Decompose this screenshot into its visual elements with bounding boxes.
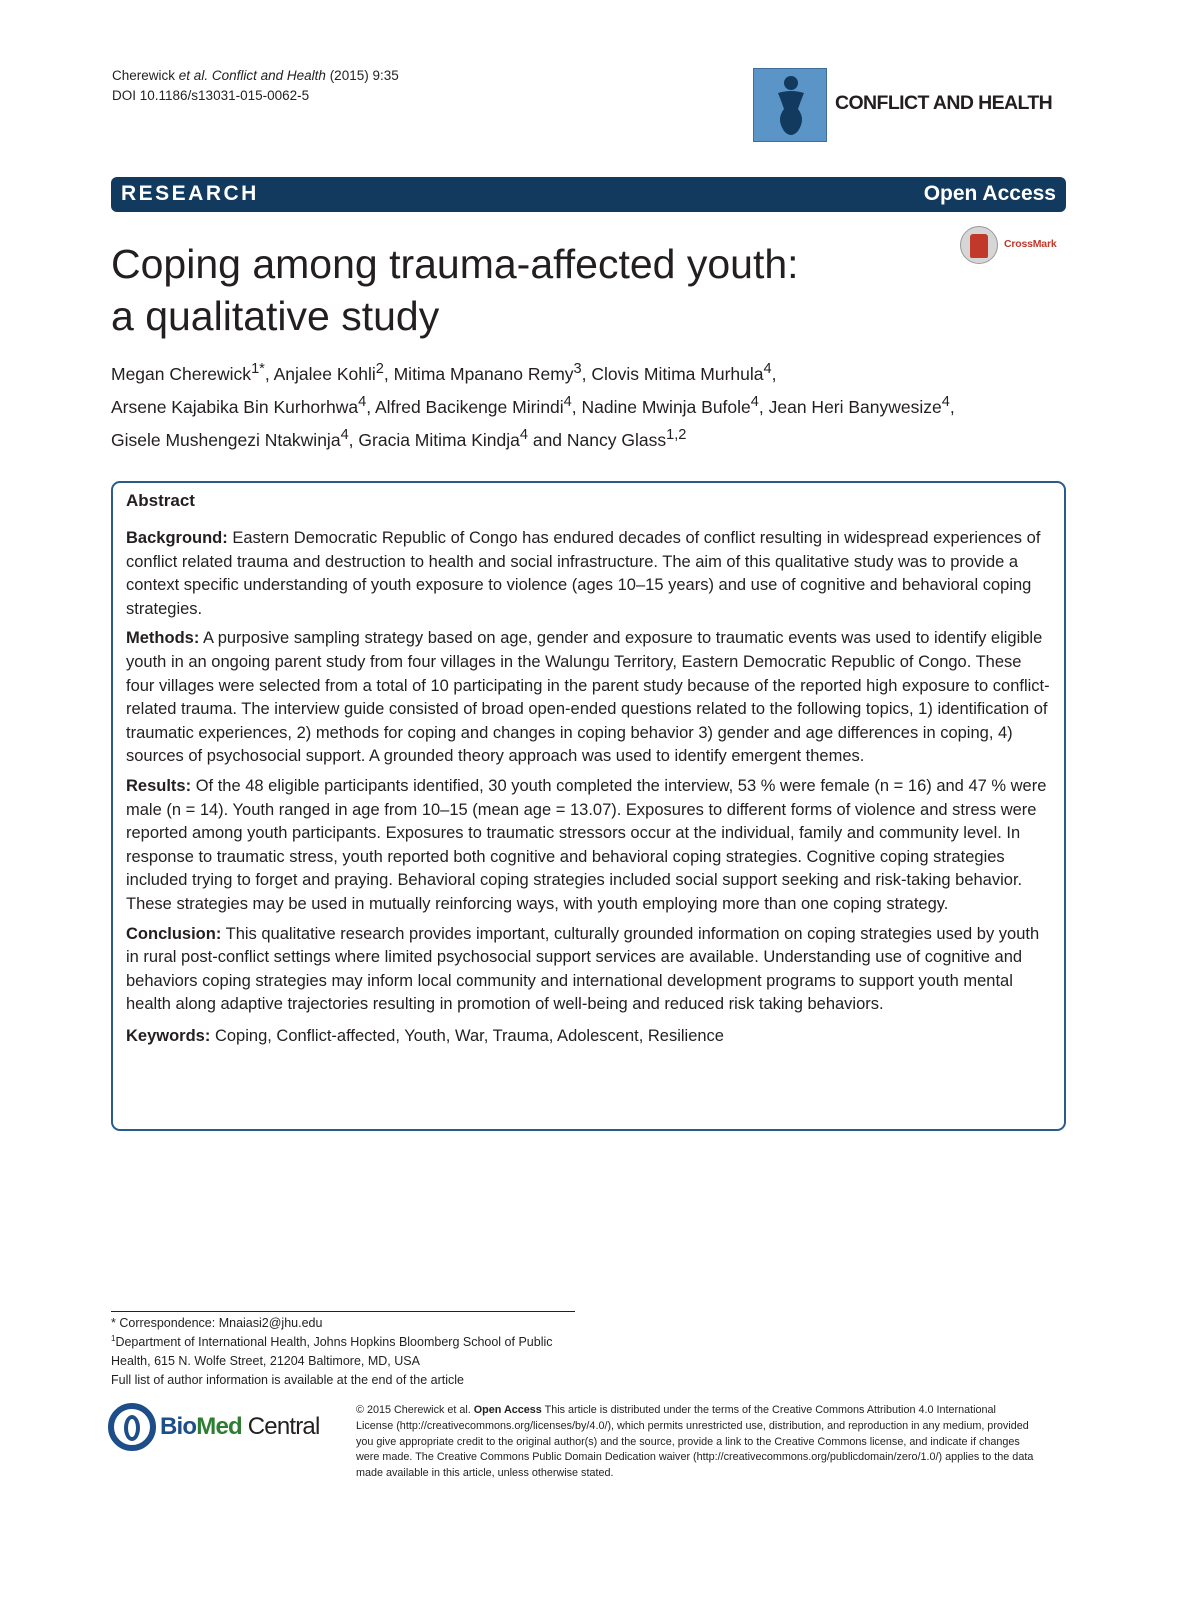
section-label: RESEARCH xyxy=(121,182,259,205)
abstract-results xyxy=(126,775,1051,917)
author-affiliation-marker: 1,2 xyxy=(666,426,687,443)
keywords-text: Coping, Conflict-affected, Youth, War, Trauma, Adolescent, Resilience xyxy=(214,1026,724,1045)
author-name[interactable]: Clovis Mitima Murhula xyxy=(591,363,764,384)
title-line-2: a qualitative study xyxy=(111,293,440,339)
citation-journal: Conflict and Health xyxy=(211,68,326,83)
author-affiliation-marker: 4 xyxy=(563,393,572,410)
author-separator: , xyxy=(949,396,955,417)
author-name[interactable]: Arsene Kajabika Bin Kurhorhwa xyxy=(111,396,359,417)
bookmark-icon xyxy=(970,234,988,258)
citation-authors: Cherewick xyxy=(112,68,176,83)
open-access-label: Open Access xyxy=(923,182,1056,205)
author-affiliation-marker: 3 xyxy=(573,361,582,377)
author-affiliation-marker: 1* xyxy=(251,361,265,377)
abstract-conclusion xyxy=(126,923,1051,1017)
abstract-section-text: A purposive sampling strategy based on age, gender and exposure to traumatic events was used to identify eligible youth in an ongoing parent study from four villages in the Walungu Territory, Eastern Democratic Republic of Congo. These four villages were selected from a total of 10 participating in the parent study because of the reported high exposure to conflict-related trauma. The interview guide consisted of broad open-ended questions related to the following topics, 1) identification of traumatic experiences, 2) methods for coping and changes in coping behavior 3) gender and age differences in coping, 4) sources of psychosocial support. A grounded theory approach was used to identify emergent themes. xyxy=(126,629,1050,766)
footnotes xyxy=(111,1314,581,1390)
crossmark-label: CrossMark xyxy=(1004,238,1057,250)
author-separator: , xyxy=(581,363,592,384)
abstract-heading: Abstract xyxy=(126,491,195,510)
publisher-med: Med xyxy=(196,1413,242,1440)
license-body: This article is distributed under the terms of the Creative Commons Attribution 4.0 International License (http://creativecommons.org/licenses/by/4.0/), which permits unrestricted use, distribution, and reproduction in any medium, provided you give appropriate credit to the original author(s) and the source, provide a link to the Creative Commons license, and indicate if changes were made. The Creative Commons Public Domain Dedication waiver (http://creativecommons.org/publicdomain/zero/1.0/) applies to the data made available in this article, unless otherwise stated. xyxy=(356,1404,1034,1480)
keywords-label: Keywords: xyxy=(126,1026,211,1045)
author-affiliation-marker: 4 xyxy=(763,361,772,377)
abstract-box xyxy=(111,481,1066,1131)
author-affiliation-marker: 4 xyxy=(519,426,528,443)
author-affiliation-marker: 4 xyxy=(941,393,950,410)
doi[interactable]: DOI 10.1186/s13031-015-0062-5 xyxy=(112,88,310,103)
abstract-background xyxy=(126,527,1051,621)
citation-block xyxy=(112,66,399,106)
journal-figure-icon xyxy=(754,69,828,143)
citation-year-volume: (2015) 9:35 xyxy=(329,68,399,83)
publisher-bio: Bio xyxy=(160,1413,197,1440)
journal-name: CONFLICT AND HEALTH xyxy=(835,92,1053,114)
affiliation xyxy=(111,1333,581,1371)
title-line-1: Coping among trauma-affected youth: xyxy=(111,241,799,287)
author-separator: , xyxy=(771,363,777,384)
license-text xyxy=(356,1403,1036,1482)
author-name[interactable]: Gracia Mitima Kindja xyxy=(358,429,520,450)
author-affiliation-marker: 4 xyxy=(750,393,759,410)
abstract-body xyxy=(126,527,1051,1054)
publisher-central: Central xyxy=(241,1413,320,1440)
author-separator: , xyxy=(758,396,769,417)
abstract-section-label: Background: xyxy=(126,529,228,547)
abstract-section-label: Methods: xyxy=(126,629,200,648)
journal-logo-icon xyxy=(753,68,827,142)
author-affiliation-marker: 4 xyxy=(358,393,367,410)
correspondence[interactable]: * Correspondence: Mnaiasi2@jhu.edu xyxy=(111,1316,323,1330)
abstract-section-label: Conclusion: xyxy=(126,924,222,943)
citation-line xyxy=(112,66,399,86)
affiliation-number: 1 xyxy=(111,1333,116,1343)
author-separator: and xyxy=(527,429,567,450)
abstract-section-text: Eastern Democratic Republic of Congo has endured decades of conflict resulting in widespread experiences of conflict related trauma and destruction to health and social infrastructure. The aim of this qualitative study was to provide a context specific understanding of youth exposure to violence (ages 10–15 years) and use of cognitive and behavioral coping strategies. xyxy=(126,529,1041,618)
biomed-central-logo xyxy=(108,1403,348,1453)
section-banner xyxy=(111,177,1066,212)
author-name[interactable]: Nadine Mwinja Bufole xyxy=(581,396,751,417)
abstract-section-text: Of the 48 eligible participants identified, 30 youth completed the interview, 53 % were female (n = 16) and 47 % were male (n = 14). Youth ranged in age from 10–15 (mean age = 13.07). Exposures to different forms of violence and stress were reported among youth participants. Exposures to traumatic stressors occur at the individual, family and community level. In response to traumatic stress, youth reported both cognitive and behavioral coping strategies. Cognitive coping strategies included trying to forget and praying. Behavioral coping strategies included social support seeking and risk-taking behavior. These strategies may be used in mutually reinforcing ways, with youth employing more than one coping strategy. xyxy=(126,776,1047,913)
article-title xyxy=(111,238,931,342)
author-separator: , xyxy=(264,363,274,384)
author-separator: , xyxy=(571,396,582,417)
abstract-section-text: This qualitative research provides important, culturally grounded information on coping strategies used by youth in rural post-conflict settings where limited psychosocial support services are available. Understanding use of cognitive and behaviors coping strategies may inform local community and international development programs to support youth mental health along adaptive trajectories resulting in promotion of well-being and reduced risk taking behaviors. xyxy=(126,924,1040,1014)
author-separator: , xyxy=(383,363,394,384)
abstract-section-label: Results: xyxy=(126,776,192,795)
author-name[interactable]: Anjalee Kohli xyxy=(273,363,376,384)
citation-etal: et al. xyxy=(178,68,209,83)
affiliation-text: Department of International Health, Johns Hopkins Bloomberg School of Public Health, 615 N. Wolfe Street, 21204 Baltimore, MD, USA xyxy=(111,1335,553,1368)
author-affiliation-marker: 2 xyxy=(375,361,384,377)
crossmark-badge[interactable] xyxy=(960,226,1070,266)
author-info-note: Full list of author information is available at the end of the article xyxy=(111,1373,464,1387)
author-separator: , xyxy=(348,429,359,450)
license-open-access: Open Access xyxy=(473,1404,542,1416)
author-name[interactable]: Nancy Glass xyxy=(566,429,667,450)
author-separator: , xyxy=(366,396,375,417)
author-name[interactable]: Alfred Bacikenge Mirindi xyxy=(374,396,564,417)
author-name[interactable]: Mitima Mpanano Remy xyxy=(393,363,574,384)
footnote-divider xyxy=(111,1311,575,1312)
biomed-central-ring-icon xyxy=(108,1403,156,1451)
keywords xyxy=(126,1025,1051,1049)
publisher-name xyxy=(160,1413,320,1441)
crossmark-icon xyxy=(960,226,998,264)
copyright: © 2015 Cherewick et al. xyxy=(356,1404,471,1416)
author-list xyxy=(111,355,1071,453)
author-name[interactable]: Gisele Mushengezi Ntakwinja xyxy=(111,429,341,450)
author-name[interactable]: Megan Cherewick xyxy=(111,363,252,384)
abstract-methods xyxy=(126,627,1051,769)
author-affiliation-marker: 4 xyxy=(340,426,349,443)
author-name[interactable]: Jean Heri Banywesize xyxy=(768,396,942,417)
